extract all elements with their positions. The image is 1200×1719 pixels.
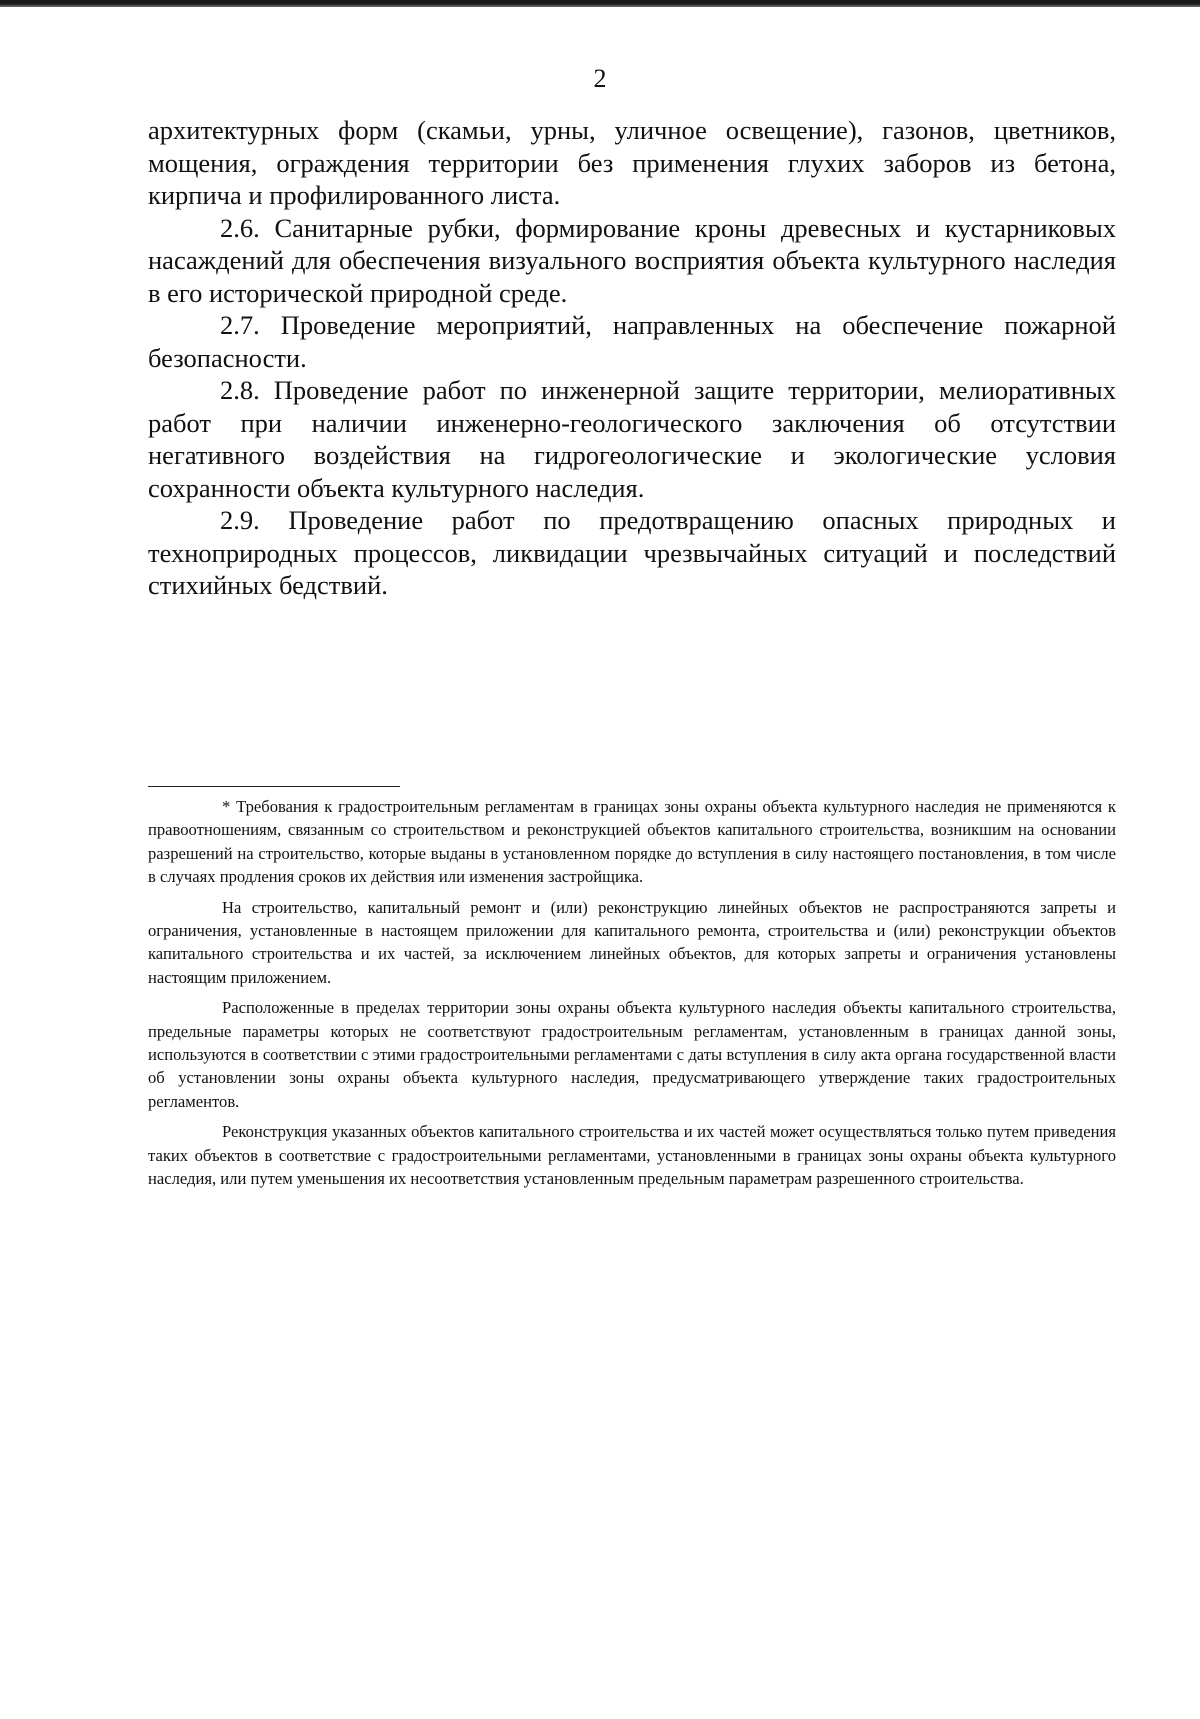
paragraph-2-6: 2.6. Санитарные рубки, формирование кроны древесных и кустарниковых насаждений для обеспечения визуального восприятия объекта культурного наследия в его исторической природной среде. (148, 212, 1116, 308)
scan-top-edge (0, 0, 1200, 7)
main-text-body (148, 114, 1116, 602)
footnote-separator (148, 786, 400, 787)
footnote-requirements: * Требования к градостроительным регламентам в границах зоны охраны объекта культурного наследия не применяются к правоотношениям, связанным со строительством и реконструкцией объектов капитального строительства, возникшим на основании разрешений на строительство, которые выданы в установленном порядке до вступления в силу настоящего постановления, в том числе в случаях продления сроков их действия или изменения застройщика. (148, 797, 1116, 887)
footnote-existing-objects: Расположенные в пределах территории зоны охраны объекта культурного наследия объекты капитального строительства, предельные параметры которых не соответствуют градостроительным регламентам, установленным в границах данной зоны, используются в соответствии с этими градостроительными регламентами с даты вступления в силу акта органа государственной власти об установлении зоны охраны объекта культурного наследия, предусматривающего утверждение таких градостроительных регламентов. (148, 998, 1116, 1111)
paragraph-2-9: 2.9. Проведение работ по предотвращению опасных природных и технoприродных процессов, ликвидации чрезвычайных ситуаций и последствий стихийных бедствий. (148, 505, 1116, 600)
footnotes-block (148, 795, 1116, 1198)
paragraph-2-8: 2.8. Проведение работ по инженерной защите территории, мелиоративных работ при наличии инженерно-геологического заключения об отсутствии негативного воздействия на гидрогеологические и экологические условия сохранности объекта культурного наследия. (148, 375, 1116, 503)
footnote-linear-objects: На строительство, капитальный ремонт и (или) реконструкцию линейных объектов не распространяются запреты и ограничения, установленные в настоящем приложении для капитального ремонта, строительства и (или) реконструкции объектов капитального строительства и их частей, за исключением линейных объектов, для которых запреты и ограничения установлены настоящим приложением. (148, 897, 1116, 987)
page-number: 2 (593, 64, 607, 93)
paragraph-2-7: 2.7. Проведение мероприятий, направленных на обеспечение пожарной безопасности. (148, 310, 1116, 373)
paragraph-continuation: архитектурных форм (скамьи, урны, уличное освещение), газонов, цветников, мощения, ограждения территории без применения глухих заборов из бетона, кирпича и профилированного листа. (148, 115, 1116, 210)
footnote-reconstruction: Реконструкция указанных объектов капитального строительства и их частей может осуществляться только путем приведения таких объектов в соответствие с градостроительными регламентами, установленными в границах зоны охраны объекта культурного наследия, или путем уменьшения их несоответствия установленным предельным параметрам разрешенного строительства. (148, 1122, 1116, 1189)
